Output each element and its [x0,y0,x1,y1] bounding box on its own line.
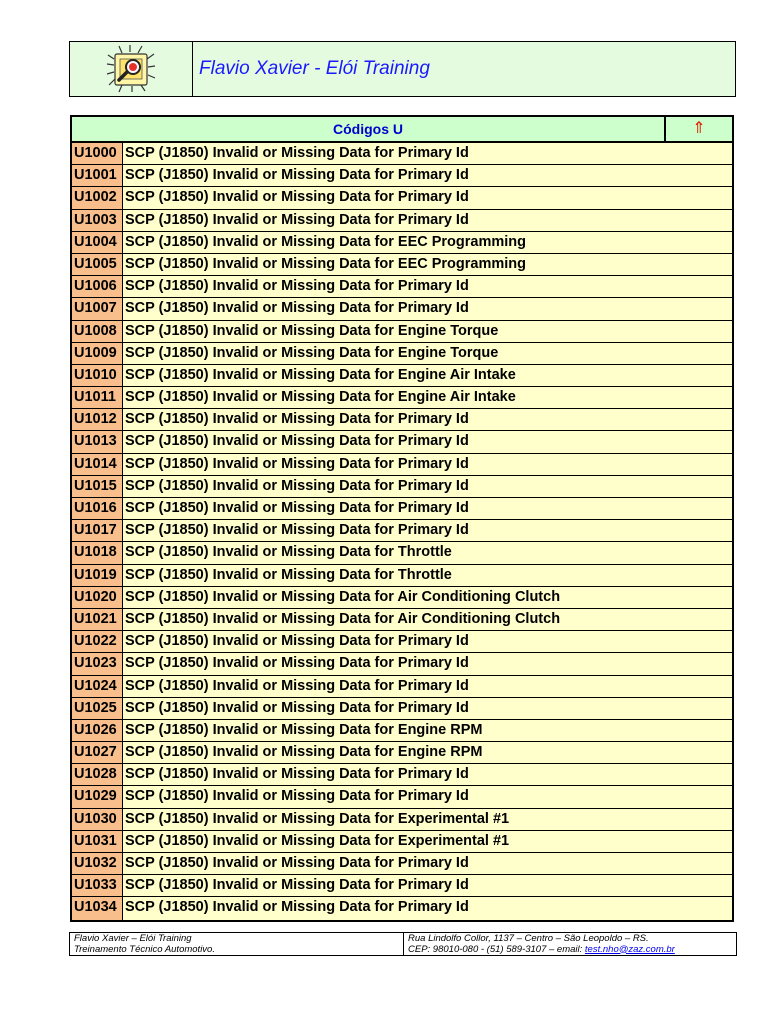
table-row [72,187,732,209]
code-cell: U1008 [72,321,123,342]
page-header [69,41,736,97]
table-row [72,853,732,875]
table-row [72,542,732,564]
footer-phone: CEP: 98010-080 - (51) 589-3107 – email: [408,943,585,955]
table-row [72,210,732,232]
footer-address: Rua Lindolfo Collor, 1137 – Centro – São Leopoldo – RS. [408,933,649,944]
footer-right [404,933,736,955]
page-title: Flavio Xavier - Elói Training [199,58,430,79]
code-cell: U1013 [72,431,123,452]
description-cell: SCP (J1850) Invalid or Missing Data for Primary Id [123,520,732,541]
code-cell: U1024 [72,676,123,697]
description-cell: SCP (J1850) Invalid or Missing Data for Primary Id [123,786,732,807]
codes-table [70,115,734,922]
description-cell: SCP (J1850) Invalid or Missing Data for Engine Torque [123,343,732,364]
code-cell: U1011 [72,387,123,408]
table-row [72,831,732,853]
code-cell: U1014 [72,454,123,475]
footer-contact [408,945,732,956]
description-cell: SCP (J1850) Invalid or Missing Data for Primary Id [123,875,732,896]
code-cell: U1034 [72,897,123,919]
description-cell: SCP (J1850) Invalid or Missing Data for Experimental #1 [123,809,732,830]
code-cell: U1001 [72,165,123,186]
table-row [72,343,732,365]
table-body [72,143,732,920]
code-cell: U1003 [72,210,123,231]
table-row [72,875,732,897]
code-cell: U1007 [72,298,123,319]
table-row [72,565,732,587]
page-footer [69,932,737,956]
code-cell: U1023 [72,653,123,674]
description-cell: SCP (J1850) Invalid or Missing Data for Primary Id [123,676,732,697]
description-cell: SCP (J1850) Invalid or Missing Data for Primary Id [123,498,732,519]
code-cell: U1020 [72,587,123,608]
description-cell: SCP (J1850) Invalid or Missing Data for Throttle [123,542,732,563]
description-cell: SCP (J1850) Invalid or Missing Data for Primary Id [123,210,732,231]
table-row [72,720,732,742]
code-cell: U1030 [72,809,123,830]
code-cell: U1022 [72,631,123,652]
table-row [72,143,732,165]
table-row [72,764,732,786]
code-cell: U1019 [72,565,123,586]
description-cell: SCP (J1850) Invalid or Missing Data for Engine Air Intake [123,365,732,386]
code-cell: U1021 [72,609,123,630]
description-cell: SCP (J1850) Invalid or Missing Data for Primary Id [123,897,732,919]
description-cell: SCP (J1850) Invalid or Missing Data for Primary Id [123,143,732,164]
code-cell: U1015 [72,476,123,497]
description-cell: SCP (J1850) Invalid or Missing Data for Air Conditioning Clutch [123,609,732,630]
email-link[interactable]: test.nho@zaz.com.br [584,943,675,955]
description-cell: SCP (J1850) Invalid or Missing Data for Primary Id [123,631,732,652]
footer-left [70,933,404,955]
table-row [72,454,732,476]
description-cell: SCP (J1850) Invalid or Missing Data for Primary Id [123,431,732,452]
description-cell: SCP (J1850) Invalid or Missing Data for Primary Id [123,653,732,674]
code-cell: U1006 [72,276,123,297]
table-row [72,431,732,453]
description-cell: SCP (J1850) Invalid or Missing Data for Primary Id [123,276,732,297]
logo-cell [70,42,193,96]
code-cell: U1027 [72,742,123,763]
code-cell: U1026 [72,720,123,741]
code-cell: U1004 [72,232,123,253]
code-cell: U1000 [72,143,123,164]
code-cell: U1017 [72,520,123,541]
description-cell: SCP (J1850) Invalid or Missing Data for Throttle [123,565,732,586]
table-row [72,631,732,653]
table-row [72,365,732,387]
chip-magnifier-icon [106,45,156,93]
description-cell: SCP (J1850) Invalid or Missing Data for Primary Id [123,853,732,874]
table-row [72,676,732,698]
table-row [72,387,732,409]
table-header [72,117,732,143]
table-title: Códigos U [72,117,666,141]
code-cell: U1002 [72,187,123,208]
code-cell: U1005 [72,254,123,275]
table-row [72,786,732,808]
table-row [72,653,732,675]
up-arrow-link[interactable]: ⇑ [692,120,706,137]
description-cell: SCP (J1850) Invalid or Missing Data for EEC Programming [123,232,732,253]
code-cell: U1010 [72,365,123,386]
code-cell: U1025 [72,698,123,719]
description-cell: SCP (J1850) Invalid or Missing Data for EEC Programming [123,254,732,275]
description-cell: SCP (J1850) Invalid or Missing Data for Engine Air Intake [123,387,732,408]
table-row [72,498,732,520]
description-cell: SCP (J1850) Invalid or Missing Data for Primary Id [123,764,732,785]
description-cell: SCP (J1850) Invalid or Missing Data for Experimental #1 [123,831,732,852]
table-row [72,520,732,542]
table-row [72,409,732,431]
description-cell: SCP (J1850) Invalid or Missing Data for Primary Id [123,298,732,319]
footer-company: Flavio Xavier – Elói Training [74,933,192,944]
description-cell: SCP (J1850) Invalid or Missing Data for Air Conditioning Clutch [123,587,732,608]
description-cell: SCP (J1850) Invalid or Missing Data for Engine Torque [123,321,732,342]
description-cell: SCP (J1850) Invalid or Missing Data for Primary Id [123,454,732,475]
code-cell: U1018 [72,542,123,563]
table-row [72,165,732,187]
table-row [72,476,732,498]
table-row [72,587,732,609]
footer-tagline: Treinamento Técnico Automotivo. [74,943,215,955]
table-row [72,809,732,831]
description-cell: SCP (J1850) Invalid or Missing Data for Primary Id [123,476,732,497]
code-cell: U1012 [72,409,123,430]
description-cell: SCP (J1850) Invalid or Missing Data for Engine RPM [123,720,732,741]
code-cell: U1028 [72,764,123,785]
description-cell: SCP (J1850) Invalid or Missing Data for Primary Id [123,187,732,208]
table-row [72,321,732,343]
code-cell: U1033 [72,875,123,896]
table-row [72,742,732,764]
table-row [72,232,732,254]
table-row [72,254,732,276]
table-row [72,298,732,320]
description-cell: SCP (J1850) Invalid or Missing Data for Primary Id [123,698,732,719]
code-cell: U1031 [72,831,123,852]
table-row [72,276,732,298]
code-cell: U1029 [72,786,123,807]
description-cell: SCP (J1850) Invalid or Missing Data for Primary Id [123,165,732,186]
code-cell: U1032 [72,853,123,874]
description-cell: SCP (J1850) Invalid or Missing Data for Primary Id [123,409,732,430]
code-cell: U1016 [72,498,123,519]
table-row [72,609,732,631]
code-cell: U1009 [72,343,123,364]
table-row [72,698,732,720]
description-cell: SCP (J1850) Invalid or Missing Data for Engine RPM [123,742,732,763]
table-row [72,897,732,919]
